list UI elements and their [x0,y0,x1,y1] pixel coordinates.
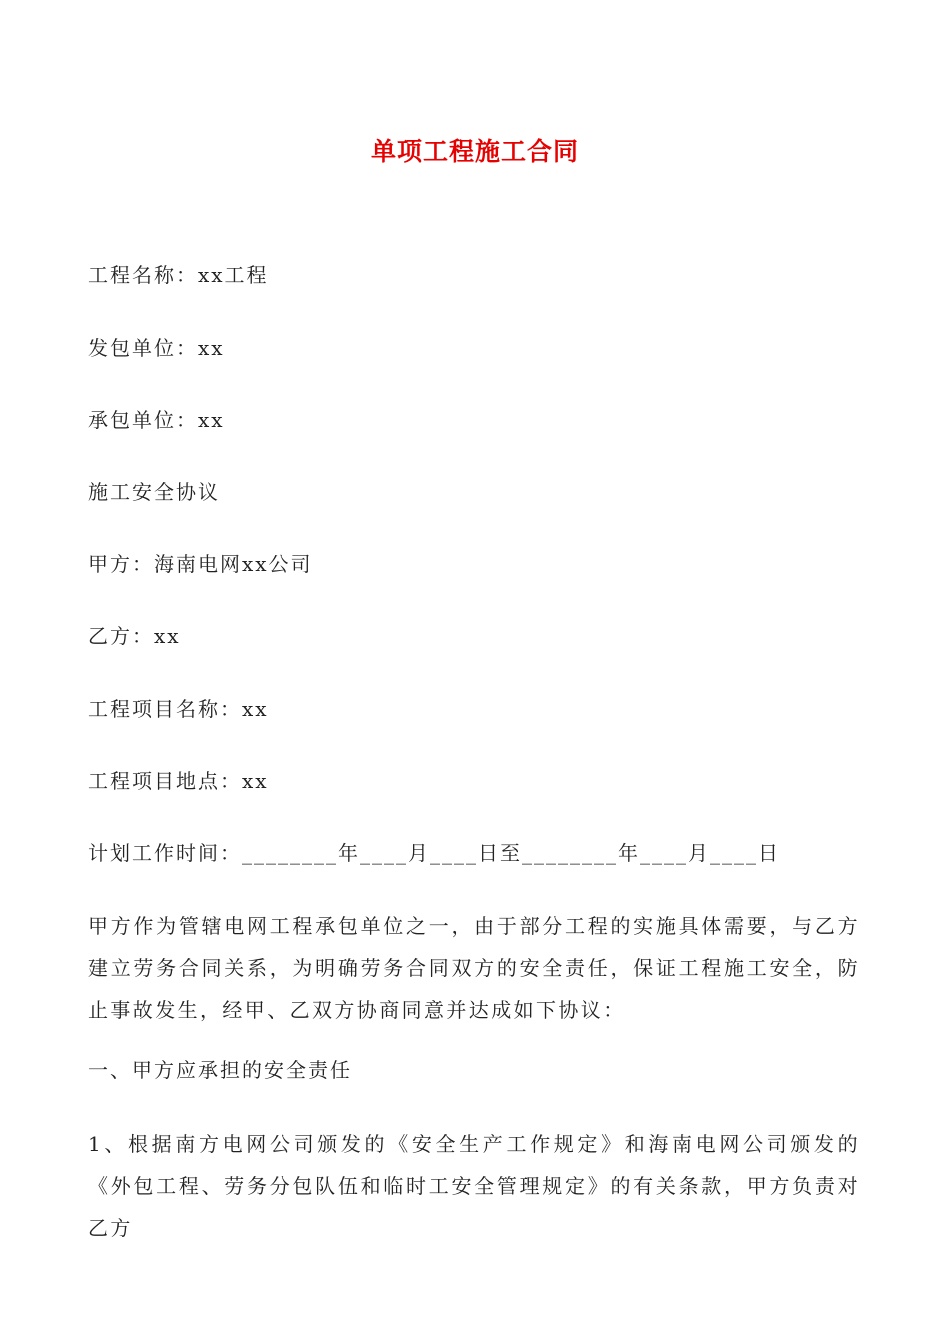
agreement-title: 施工安全协议 [88,480,220,504]
section-heading: 一、甲方应承担的安全责任 [88,1058,352,1082]
field-employer: 发包单位：xx [88,336,225,360]
document-title: 单项工程施工合同 [370,137,579,166]
field-schedule: 计划工作时间：________年____月____日至________年____月____日 [88,841,780,865]
field-party-a: 甲方：海南电网xx公司 [88,552,313,576]
intro-paragraph: 甲方作为管辖电网工程承包单位之一，由于部分工程的实施具体需要，与乙方建立劳务合同关系，为明确劳务合同双方的安全责任，保证工程施工安全，防止事故发生，经甲、乙双方协商同意并达成如下协议： [88,914,860,1022]
field-item-name: 工程项目名称：xx [88,697,269,721]
clause-paragraph: 1、根据南方电网公司颁发的《安全生产工作规定》和海南电网公司颁发的《外包工程、劳务分包队伍和临时工安全管理规定》的有关条款，甲方负责对乙方 [88,1132,860,1240]
field-project-name: 工程名称：xx工程 [88,263,269,287]
field-item-location: 工程项目地点：xx [88,769,269,793]
field-contractor: 承包单位：xx [88,408,225,432]
field-party-b: 乙方：xx [88,624,181,648]
